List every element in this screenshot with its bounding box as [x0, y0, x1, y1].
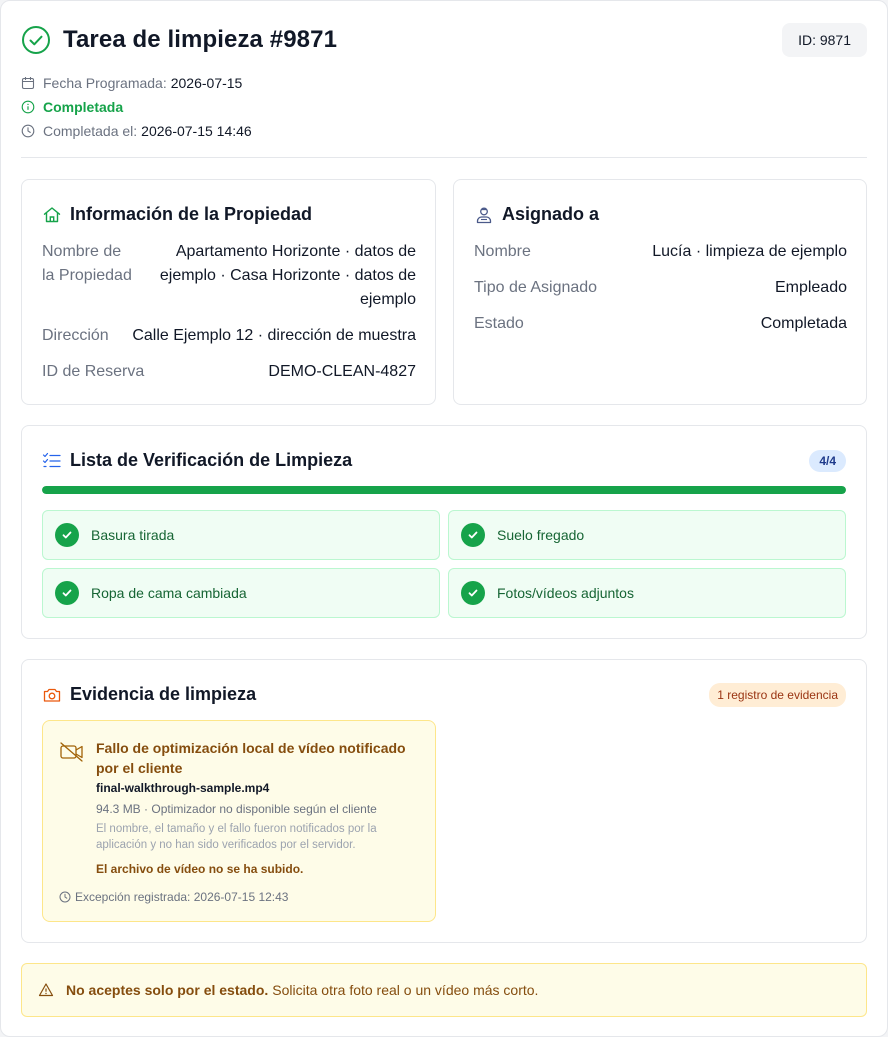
address-label: Dirección — [42, 327, 109, 344]
video-off-icon — [59, 741, 85, 763]
assigned-heading-text: Asignado a — [502, 204, 600, 224]
checklist-icon — [42, 451, 62, 471]
assignee-type-value: Empleado — [774, 279, 847, 296]
scheduled-value: 2026-07-15 — [170, 75, 243, 91]
camera-icon — [42, 685, 62, 705]
evidence-timestamp — [59, 890, 288, 904]
clock-icon — [21, 124, 35, 138]
evidence-count-badge: 1 registro de evidencia — [709, 683, 846, 707]
scheduled-label: Fecha Programada: — [43, 75, 167, 91]
evidence-note: El nombre, el tamaño y el fallo fueron notificados por la aplicación y no han sido verificados por el servidor. — [96, 823, 377, 851]
info-icon — [21, 100, 35, 114]
clock-icon — [59, 891, 71, 903]
property-name-label: Nombre de la Propiedad — [42, 243, 132, 284]
user-icon — [474, 205, 494, 225]
checklist-item[interactable] — [448, 510, 846, 560]
assignee-status-value: Completada — [760, 315, 847, 332]
property-card — [21, 179, 436, 405]
evidence-heading — [42, 684, 256, 705]
reservation-label: ID de Reserva — [42, 363, 145, 380]
alert-text: Solicita otra foto real o un vídeo más corto. — [272, 982, 539, 998]
scheduled-date — [21, 71, 867, 95]
checklist-item[interactable] — [42, 510, 440, 560]
reservation-row — [42, 360, 416, 384]
home-icon — [42, 205, 62, 225]
checklist-heading — [42, 450, 352, 471]
warning-icon — [38, 982, 54, 998]
check-icon — [461, 523, 485, 547]
reservation-value: DEMO-CLEAN-4827 — [268, 363, 416, 380]
assignee-type-row — [474, 276, 847, 312]
property-name-row — [42, 240, 416, 324]
task-header — [21, 21, 867, 141]
assignee-type-label: Tipo de Asignado — [474, 279, 598, 296]
checklist-item[interactable] — [42, 568, 440, 618]
completed-label: Completada el: — [43, 123, 138, 139]
checklist-item-label: Ropa de cama cambiada — [91, 585, 247, 601]
evidence-heading-text: Evidencia de limpieza — [70, 684, 257, 704]
assignee-name-value: Lucía · limpieza de ejemplo — [652, 243, 847, 260]
property-name-value: Apartamento Horizonte · datos de ejemplo · Casa Horizonte · datos de ejemplo — [159, 243, 416, 308]
header-divider — [21, 157, 867, 158]
warning-alert — [21, 963, 867, 1017]
checklist-item[interactable] — [448, 568, 846, 618]
calendar-icon — [21, 76, 35, 90]
check-icon — [55, 523, 79, 547]
property-heading-text: Información de la Propiedad — [70, 204, 313, 224]
property-heading — [42, 204, 312, 225]
checklist-item-label: Suelo fregado — [497, 527, 585, 543]
assigned-heading — [474, 204, 599, 225]
status-row — [21, 95, 867, 119]
assignee-name-label: Nombre — [474, 243, 531, 260]
address-value: Calle Ejemplo 12 · dirección de muestra — [132, 327, 416, 344]
evidence-card — [21, 659, 867, 943]
checklist-heading-text: Lista de Verificación de Limpieza — [70, 450, 353, 470]
evidence-title: Fallo de optimización local de vídeo notificado por el cliente — [96, 740, 406, 776]
assignee-name-row — [474, 240, 847, 276]
completed-value: 2026-07-15 14:46 — [141, 123, 252, 139]
assigned-card — [453, 179, 867, 405]
page-title: Tarea de limpieza #9871 — [63, 26, 338, 53]
assignee-status-label: Estado — [474, 315, 524, 332]
address-row — [42, 324, 416, 360]
checklist-item-label: Basura tirada — [91, 527, 175, 543]
evidence-time-text: Excepción registrada: 2026-07-15 12:43 — [75, 890, 289, 904]
check-icon — [55, 581, 79, 605]
evidence-file-size: 94.3 MB · Optimizador no disponible según el cliente — [96, 802, 377, 816]
check-circle-icon — [21, 25, 51, 55]
checklist-card — [21, 425, 867, 639]
completed-date — [21, 119, 867, 143]
checklist-count-badge: 4/4 — [809, 450, 846, 472]
evidence-warning: El archivo de vídeo no se ha subido. — [96, 862, 304, 876]
check-icon — [461, 581, 485, 605]
task-id-badge: ID: 9871 — [782, 23, 867, 57]
checklist-progress-fill — [42, 486, 846, 494]
assignee-status-row — [474, 312, 847, 336]
evidence-file-name: final-walkthrough-sample.mp4 — [96, 781, 270, 795]
checklist-progress-bar — [42, 486, 846, 494]
status-badge: Completada — [43, 99, 124, 115]
evidence-record[interactable] — [42, 720, 436, 922]
alert-bold-text: No aceptes solo por el estado. — [66, 982, 269, 998]
checklist-item-label: Fotos/vídeos adjuntos — [497, 585, 634, 601]
